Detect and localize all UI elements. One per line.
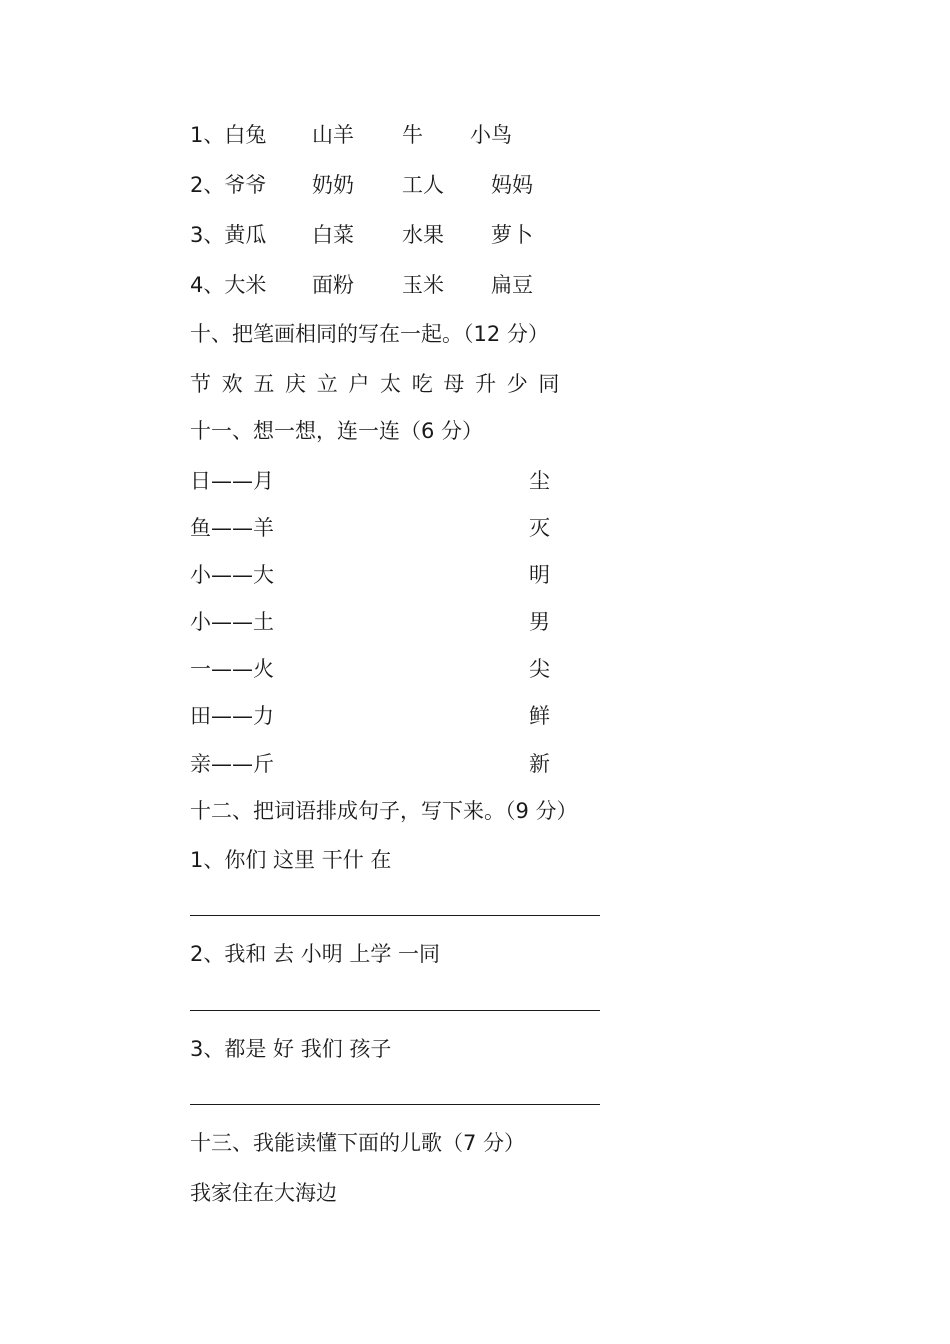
match-right-6: 鲜 <box>529 704 550 728</box>
match-left-1: 日——月 <box>190 469 274 493</box>
word-row-3-item-2: 白菜 <box>312 223 354 247</box>
poem-first-line: 我家住在大海边 <box>190 1181 337 1205</box>
match-right-1: 尘 <box>529 469 550 493</box>
word-row-4-item-2: 面粉 <box>312 273 354 297</box>
match-right-2: 灭 <box>529 516 550 540</box>
match-left-3: 小——大 <box>190 563 274 587</box>
match-left-5: 一——火 <box>190 657 274 681</box>
section-12-title: 十二、把词语排成句子，写下来。（9 分） <box>190 799 578 823</box>
section-13-title: 十三、我能读懂下面的儿歌（7 分） <box>190 1131 526 1155</box>
section-10-chars: 节 欢 五 庆 立 户 太 吃 母 升 少 同 <box>190 372 562 396</box>
word-row-4 <box>190 271 610 299</box>
match-right-7: 新 <box>529 752 550 776</box>
word-row-1-item-2: 山羊 <box>312 123 354 147</box>
match-left-4: 小——土 <box>190 610 274 634</box>
word-row-3 <box>190 221 610 249</box>
match-left-6: 田——力 <box>190 704 274 728</box>
word-row-2-item-4: 妈妈 <box>491 173 533 197</box>
word-row-1-item-4: 小鸟 <box>470 123 512 147</box>
word-row-4-item-1: 4、大米 <box>190 273 267 297</box>
sentence-item-1: 1、你们 这里 干什 在 <box>190 848 392 872</box>
match-right-3: 明 <box>529 563 550 587</box>
word-row-1 <box>190 121 610 149</box>
word-row-2-item-1: 2、爷爷 <box>190 173 267 197</box>
word-row-4-item-3: 玉米 <box>402 273 444 297</box>
word-row-2-item-2: 奶奶 <box>312 173 354 197</box>
answer-line-1[interactable] <box>190 915 600 916</box>
word-row-2 <box>190 171 610 199</box>
answer-line-3[interactable] <box>190 1104 600 1105</box>
match-left-2: 鱼——羊 <box>190 516 274 540</box>
sentence-item-3: 3、都是 好 我们 孩子 <box>190 1037 392 1061</box>
answer-line-2[interactable] <box>190 1010 600 1011</box>
match-left-7: 亲——斤 <box>190 752 274 776</box>
section-10-title: 十、把笔画相同的写在一起。（12 分） <box>190 322 549 346</box>
match-right-5: 尖 <box>529 657 550 681</box>
sentence-item-2: 2、我和 去 小明 上学 一同 <box>190 942 441 966</box>
word-row-1-item-1: 1、白兔 <box>190 123 267 147</box>
match-right-4: 男 <box>529 610 550 634</box>
word-row-3-item-4: 萝卜 <box>491 223 533 247</box>
word-row-2-item-3: 工人 <box>402 173 444 197</box>
word-row-4-item-4: 扁豆 <box>491 273 533 297</box>
word-row-3-item-3: 水果 <box>402 223 444 247</box>
word-row-3-item-1: 3、黄瓜 <box>190 223 267 247</box>
section-11-title: 十一、想一想，连一连（6 分） <box>190 419 484 443</box>
word-row-1-item-3: 牛 <box>402 123 423 147</box>
